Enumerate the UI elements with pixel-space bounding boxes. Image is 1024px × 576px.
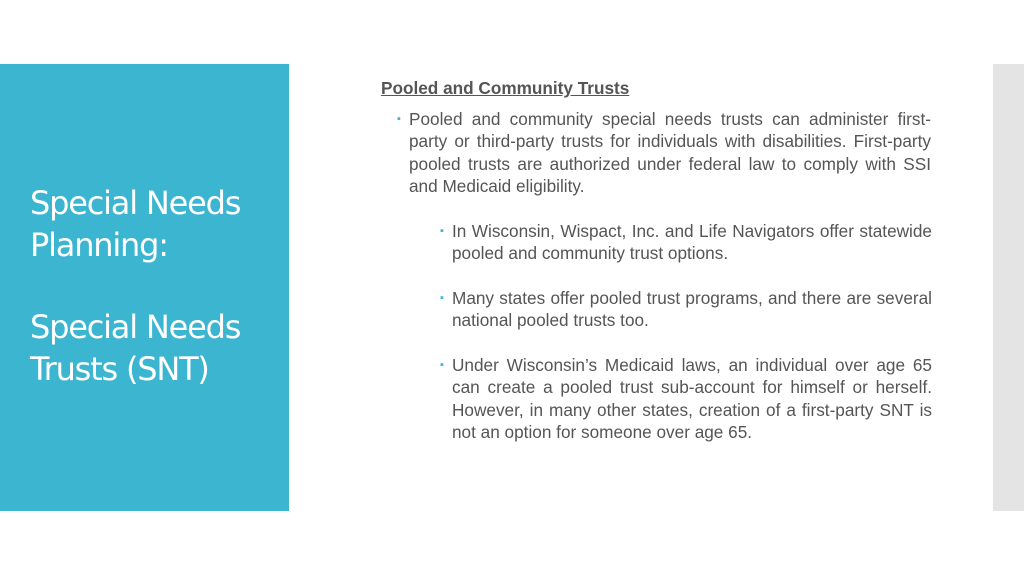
square-bullet-icon: ▪ bbox=[397, 112, 401, 125]
sub-bullet-item bbox=[440, 354, 932, 444]
right-decorative-strip bbox=[993, 64, 1024, 511]
title-gap bbox=[30, 266, 280, 306]
bullet-text: Pooled and community special needs trusts can administer first-party or third-party trusts for individuals with disabilities. First-party pooled trusts are authorized under federal law to comply with SSI and Medicaid eligibility. bbox=[409, 108, 931, 196]
bullet-text: In Wisconsin, Wispact, Inc. and Life Navigators offer statewide pooled and community trust options. bbox=[452, 220, 932, 263]
title-line: Trusts (SNT) bbox=[30, 350, 209, 388]
slide-title bbox=[30, 182, 280, 390]
title-line: Planning: bbox=[30, 226, 168, 264]
square-bullet-icon: ▪ bbox=[440, 291, 444, 304]
bullet-text: Many states offer pooled trust programs, and there are several national pooled trusts too. bbox=[452, 287, 932, 330]
bullet-item bbox=[397, 108, 931, 198]
bullet-text: Under Wisconsin’s Medicaid laws, an individual over age 65 can create a pooled trust sub-account for himself or herself. However, in many other states, creation of a first-party SNT is not an option for someone over age 65. bbox=[452, 354, 932, 442]
sub-bullet-item bbox=[440, 220, 932, 265]
square-bullet-icon: ▪ bbox=[440, 224, 444, 237]
title-line: Special Needs bbox=[30, 184, 241, 222]
content-area bbox=[381, 77, 933, 444]
section-heading: Pooled and Community Trusts bbox=[381, 78, 630, 98]
square-bullet-icon: ▪ bbox=[440, 358, 444, 371]
sub-bullet-item bbox=[440, 287, 932, 332]
title-line: Special Needs bbox=[30, 308, 241, 346]
